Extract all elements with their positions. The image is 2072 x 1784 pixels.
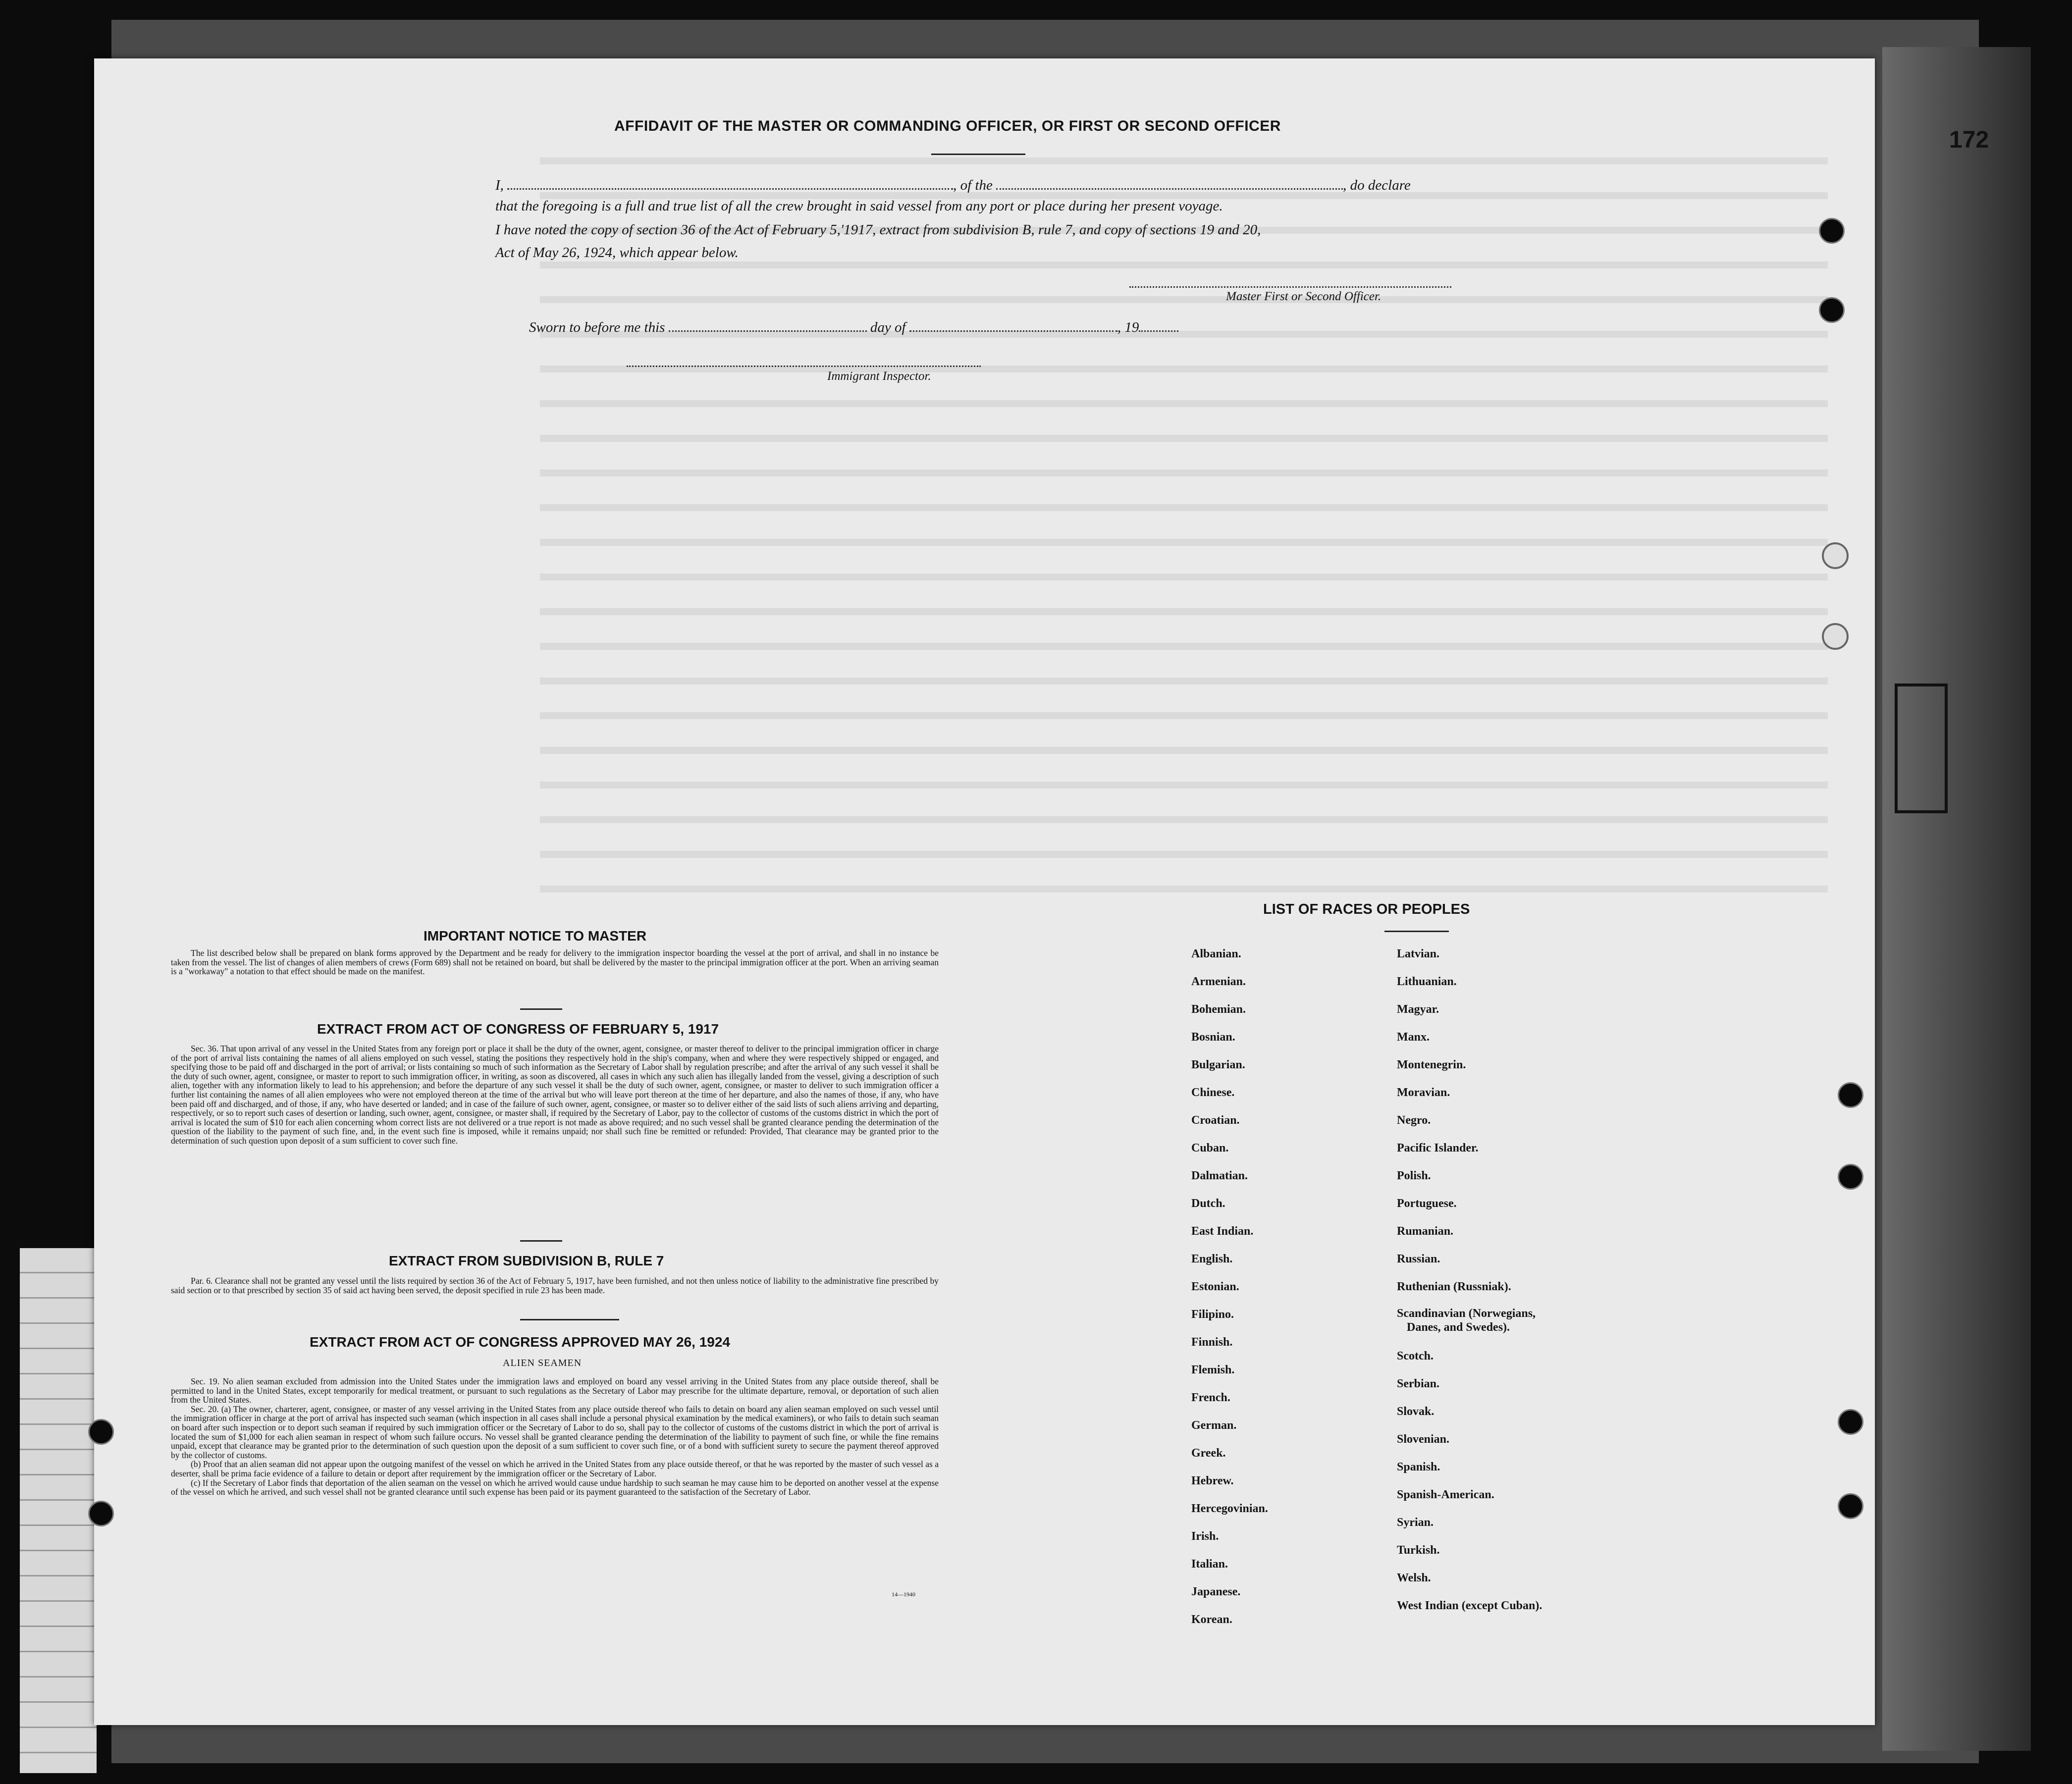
race-item: Finnish. [1191, 1336, 1233, 1349]
race-item: Chinese. [1191, 1086, 1235, 1099]
sworn-month-blank [909, 326, 1117, 332]
race-item: Hebrew. [1191, 1474, 1234, 1487]
race-item: Korean. [1191, 1613, 1232, 1626]
race-item: Armenian. [1191, 975, 1246, 988]
punch-hole [1838, 1082, 1863, 1108]
race-item: Rumanian. [1397, 1225, 1454, 1238]
race-item: Bosnian. [1191, 1031, 1235, 1044]
punch-hole [88, 1419, 114, 1445]
race-item: German. [1191, 1419, 1237, 1432]
race-item: Albanian. [1191, 947, 1241, 960]
race-item-scandinavian [1397, 1301, 1542, 1342]
punch-hole [1822, 542, 1849, 569]
section-rule [520, 1319, 619, 1320]
race-item: Syrian. [1397, 1516, 1434, 1529]
extract-1924-text [171, 1377, 939, 1497]
sworn-day-of: day of [870, 319, 906, 335]
year-blank [1139, 326, 1178, 332]
extract-rule7-text: Par. 6. Clearance shall not be granted any vessel until the lists required by section 36 of the Act of February 5, 1917, have been furnished, and not then unless notice of liability to the administrative fine prescribed by said section or to that prescribed by section 35 of said act having been served, the deposit specified in rule 23 has been made. [171, 1276, 939, 1295]
race-item: Russian. [1397, 1253, 1440, 1265]
section-rule [520, 1008, 562, 1010]
sworn-year: , 19 [1117, 319, 1139, 335]
form-number: 14—1940 [892, 1591, 915, 1598]
punch-hole [1822, 623, 1849, 650]
scandinavian-line-1: Scandinavian (Norwegians, [1397, 1307, 1536, 1320]
sworn-text: Sworn to before me this [529, 319, 665, 335]
vessel-blank [996, 184, 1343, 190]
affidavit-title: AFFIDAVIT OF THE MASTER OR COMMANDING OFFICER, OR FIRST OR SECOND OFFICER [614, 118, 1281, 134]
notice-text: The list described below shall be prepared on blank forms approved by the Department and be ready for delivery to the immigration inspector boarding the vessel at the port of arrival, and shall in no instance be taken from the vessel. The list of changes of alien members of crews (Form 689) shall not be retained on board, but shall be delivered by the master to the principal immigration officer at the port. When an arriving seaman is a "workaway" a notation to that effect should be made on the manifest. [171, 948, 939, 977]
title-rule [931, 154, 1025, 155]
race-item: Scotch. [1397, 1350, 1434, 1363]
race-item: Welsh. [1397, 1572, 1431, 1584]
race-item: Latvian. [1397, 947, 1440, 960]
scandinavian-line-2: Danes, and Swedes). [1407, 1321, 1510, 1334]
race-item: English. [1191, 1253, 1233, 1265]
race-item: Bohemian. [1191, 1003, 1246, 1016]
extract-1917-title: EXTRACT FROM ACT OF CONGRESS OF FEBRUARY 5, 1917 [317, 1021, 719, 1037]
race-item: Flemish. [1191, 1364, 1235, 1376]
affidavit-declaration-line [495, 177, 1411, 194]
race-item: Moravian. [1397, 1086, 1450, 1099]
race-item: Bulgarian. [1191, 1058, 1245, 1071]
extract-1924-title: EXTRACT FROM ACT OF CONGRESS APPROVED MAY 26, 1924 [310, 1334, 730, 1350]
affidavit-line-3: I have noted the copy of section 36 of the Act of February 5,'1917, extract from subdivision B, rule 7, and copy of sections 19 and 20, [495, 222, 1261, 238]
affidavit-line-2: that the foregoing is a full and true list of all the crew brought in said vessel from any port or place during her present voyage. [495, 198, 1223, 214]
master-label: Master First or Second Officer. [1226, 290, 1381, 303]
race-item: Polish. [1397, 1169, 1431, 1182]
race-item: Ruthenian (Russniak). [1397, 1280, 1511, 1293]
races-left-column [1191, 940, 1268, 1633]
sworn-day-blank [669, 326, 867, 332]
race-item: Cuban. [1191, 1142, 1229, 1154]
race-item: Pacific Islander. [1397, 1142, 1479, 1154]
sec20a-text: Sec. 20. (a) The owner, charterer, agent, consignee, or master of any vessel arriving in the United States from any place outside thereof who fails to detain on board any alien seaman employed on such vessel until the immigration officer in charge at the port of arrival has inspected such seaman (which inspection in all cases shall include a personal physical examination by the medical examiners), or who fails to detain such seaman on board after such inspection or to deport such seaman if required by such immigration officer or the Secretary of Labor to do so, shall pay to the collector of customs of the customs district in which the port of arrival is located the sum of $1,000 for each alien seaman in respect of whom such failure occurs. No vessel shall be granted clearance pending the determination of the liability to payment of such fine, or while the fine remains unpaid, except that clearance may be granted prior to the determination of such question upon the deposit of a sum sufficient to cover such fine, or of a bond with sufficient surety to secure the payment thereof approved by the collector of customs. [171, 1404, 939, 1460]
race-item: Dalmatian. [1191, 1169, 1248, 1182]
race-item: Spanish. [1397, 1461, 1440, 1473]
notice-title: IMPORTANT NOTICE TO MASTER [424, 928, 647, 944]
inspector-label: Immigrant Inspector. [827, 369, 931, 383]
race-item: Estonian. [1191, 1280, 1239, 1293]
race-item: Irish. [1191, 1530, 1219, 1543]
master-signature-line [1129, 286, 1451, 288]
race-item: Magyar. [1397, 1003, 1439, 1016]
race-item: Negro. [1397, 1114, 1431, 1127]
race-item: Lithuanian. [1397, 975, 1457, 988]
race-item: Italian. [1191, 1558, 1228, 1571]
inspector-signature-line [627, 366, 981, 367]
race-item: Slovenian. [1397, 1433, 1450, 1446]
races-right-column [1397, 940, 1542, 1620]
race-item: Spanish-American. [1397, 1488, 1494, 1501]
extract-rule7-title: EXTRACT FROM SUBDIVISION B, RULE 7 [389, 1253, 664, 1268]
sec20c-text: (c) If the Secretary of Labor finds that deportation of the alien seaman on the vessel on which he arrived would cause undue hardship to such seaman he may cause him to be deported on another vessel at the expense of the vessel on which he arrived, and such vessel shall not be granted clearance until such expense has been paid or its payment guaranteed to the satisfaction of the Secretary of Labor. [171, 1477, 939, 1497]
race-item: Croatian. [1191, 1114, 1240, 1127]
stamp-box [1895, 683, 1948, 813]
extract-1917-text: Sec. 36. That upon arrival of any vessel in the United States from any foreign port or place it shall be the duty of the owner, agent, consignee, or master thereof to deliver to the principal immigration officer in charge of the port of arrival lists containing the names of all aliens employed on such vessel, stating the positions they respectively hold in the ship's company, when and where they were respectively shipped or engaged, and specifying those to be paid off and discharged in the port of arrival; or lists containing so much of such information as the Secretary of Labor shall by regulation prescribe; and after the arrival of any such vessel it shall be the duty of such owner, agent, consignee, or master to report to such immigration officer, in writing, as soon as discovered, all cases in which any such alien has illegally landed from the vessel, giving a description of such alien, together with any information likely to lead to his apprehension; and before the departure of any such vessel it shall be the duty of such owner, agent, consignee, or master to deliver to such immigration officer a further list containing the names of all alien employees who were not employed thereon at the time of the arrival but who will leave port thereon at the time of her departure, and also the names of those, if any, who have been paid off and discharged, and of those, if any, who have deserted or landed; and in case of the failure of such owner, agent, consignee, or master so to deliver either of the said lists of such aliens arriving and departing, respectively, or so to report such cases of desertion or landing, such owner, agent, consignee, or master shall, if required by the Secretary of Labor, pay to the collector of customs of the customs district in which the port of arrival is located the sum of $10 for each alien concerning whom correct lists are not delivered or a true report is not made as above required; and no such vessel shall be granted clearance pending the determination of the question of the liability to the payment of such fine, and, in the event such fine is imposed, while it remains unpaid; nor shall such fine be remitted or refunded: Provided, That clearance may be granted prior to the determination of such question upon deposit of a sum sufficient to cover such fine. [171, 1044, 939, 1146]
race-item: Filipino. [1191, 1308, 1234, 1321]
page-number: 172 [1949, 127, 1989, 153]
race-item: Portuguese. [1397, 1197, 1457, 1210]
affidavit-of-the: , of the [953, 177, 993, 193]
alien-seamen-subtitle: ALIEN SEAMEN [503, 1358, 582, 1368]
race-item: Dutch. [1191, 1197, 1225, 1210]
races-title: LIST OF RACES OR PEOPLES [1263, 901, 1470, 917]
name-blank [507, 184, 953, 190]
affidavit-line-4: Act of May 26, 1924, which appear below. [495, 245, 739, 261]
sec19-text: Sec. 19. No alien seaman excluded from admission into the United States under the immigration laws and employed on board any vessel arriving in the United States from any place outside thereof, shall be permitted to land in the United States, except temporarily for medical treatment, or pursuant to such regulations as the Secretary of Labor may prescribe for the ultimate departure, removal, or deportation of such alien from the United States. [171, 1376, 939, 1405]
binder-edge [1882, 47, 2031, 1751]
race-item: Greek. [1191, 1447, 1226, 1460]
section-rule [520, 1240, 562, 1242]
bleed-through-texture [540, 157, 1828, 950]
race-item: Slovak. [1397, 1405, 1434, 1418]
punch-hole [1819, 297, 1845, 323]
race-item: Manx. [1397, 1031, 1430, 1044]
sworn-line [529, 319, 1178, 336]
punch-hole [1838, 1409, 1863, 1435]
punch-hole [1819, 218, 1845, 244]
race-item: West Indian (except Cuban). [1397, 1599, 1542, 1612]
race-item: Serbian. [1397, 1377, 1440, 1390]
race-item: Hercegovinian. [1191, 1502, 1268, 1515]
punch-hole [88, 1501, 114, 1526]
race-item: French. [1191, 1391, 1230, 1404]
race-item: East Indian. [1191, 1225, 1254, 1238]
sec20b-text: (b) Proof that an alien seaman did not appear upon the outgoing manifest of the vessel on which he arrived in the United States from any place outside thereof, or that he was reported by the master of such vessel as a deserter, shall be prima facie evidence of a failure to detain or deport after requirement by the immigration officer or the Secretary of Labor. [171, 1459, 939, 1478]
race-item: Turkish. [1397, 1544, 1440, 1557]
section-rule [1384, 931, 1449, 932]
lined-paper-strip [20, 1248, 97, 1773]
race-item: Japanese. [1191, 1585, 1241, 1598]
race-item: Montenegrin. [1397, 1058, 1466, 1071]
affidavit-i: I, [495, 177, 504, 193]
punch-hole [1838, 1493, 1863, 1519]
affidavit-declare: , do declare [1343, 177, 1411, 193]
punch-hole [1838, 1164, 1863, 1190]
